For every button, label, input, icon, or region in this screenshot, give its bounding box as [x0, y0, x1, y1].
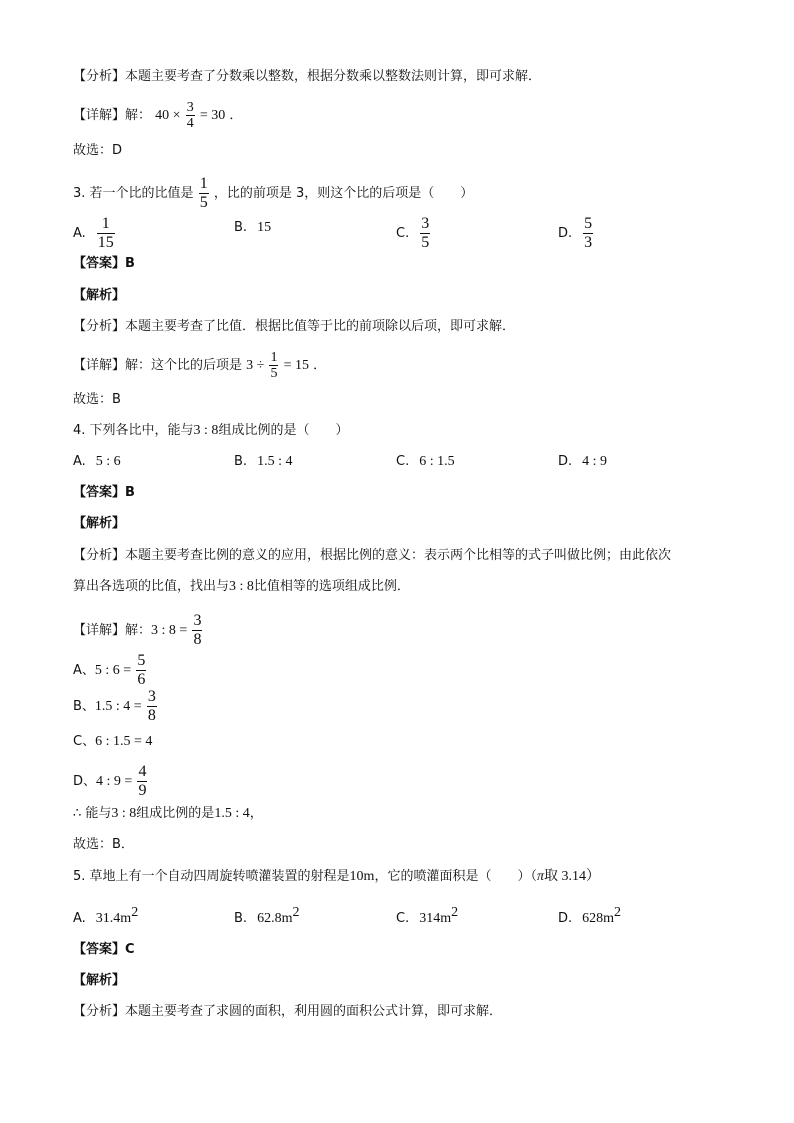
fraction: $\frac{3}{5}$: [421, 215, 430, 251]
q3-option-b: B. 15: [234, 220, 272, 235]
q4-stem: 4. 下列各比中，能与3 : 8组成比例的是（ ）: [73, 423, 349, 438]
q5-stem: 5. 草地上有一个自动四周旋转喷灌装置的射程是10m，它的喷灌面积是（ ）（π取 3.14）: [73, 869, 600, 884]
q3-choice: 故选：B: [73, 392, 121, 407]
fraction: $\frac{3}{8}$: [193, 612, 202, 648]
q5-option-b: B. $62.8m^2$: [234, 905, 300, 926]
fraction: $\frac{1}{5}$: [199, 175, 208, 211]
q4-answer: 【答案】B: [73, 485, 135, 500]
fraction: $\frac{5}{6}$: [137, 652, 146, 688]
fraction: $\frac{1}{15}$: [97, 215, 114, 251]
q5-option-a: A. $31.4m^2$: [73, 905, 139, 926]
q4-analysis-line1: 【分析】本题主要考查比例的意义的应用，根据比例的意义：表示两个比相等的式子叫做比例；由此依次: [73, 548, 672, 563]
q3-detail: 【详解】解：这个比的后项是 3 ÷ $\frac{1}{5}$ = 15 ．: [73, 350, 327, 381]
q5-jiexi: 【解析】: [73, 973, 126, 988]
q5-analysis: 【分析】本题主要考查了求圆的面积，利用圆的面积公式计算，即可求解．: [73, 1004, 503, 1019]
fraction: $\frac{5}{3}$: [584, 215, 593, 251]
detail-prefix: 【详解】解：: [73, 108, 152, 123]
q5-option-d: D. $628m^2$: [558, 905, 622, 926]
pi-symbol: π: [536, 869, 544, 884]
q3-option-d: D. $\frac{5}{3}$: [558, 215, 593, 251]
q5-answer: 【答案】C: [73, 942, 135, 957]
q4-step-b: B、1.5 : 4 = $\frac{3}{8}$: [73, 688, 156, 724]
q2-analysis: 【分析】本题主要考查了分数乘以整数，根据分数乘以整数法则计算，即可求解．: [73, 69, 542, 84]
math-lhs: 40 ×: [155, 108, 181, 123]
q4-detail: 【详解】解：3 : 8 = $\frac{3}{8}$: [73, 612, 202, 648]
q3-option-c: C. $\frac{3}{5}$: [396, 215, 430, 251]
q2-choice: 故选：D: [73, 143, 123, 158]
q4-option-c: C. 6 : 1.5: [396, 454, 455, 469]
q4-step-c: C、6 : 1.5 = 4: [73, 734, 153, 749]
q3-stem: 3. 若一个比的比值是 $\frac{1}{5}$ ，比的前项是 3，则这个比的后项是（ ）: [73, 175, 474, 211]
math-rhs: = 30: [199, 108, 226, 123]
q4-option-d: D. 4 : 9: [558, 454, 608, 469]
q3-jiexi: 【解析】: [73, 288, 126, 303]
fraction: $\frac{1}{5}$: [270, 350, 278, 381]
q5-option-c: C. $314m^2$: [396, 905, 459, 926]
q3-option-a: A. $\frac{1}{15}$: [73, 215, 114, 251]
q4-conclusion: ∴ 能与3 : 8组成比例的是1.5 : 4，: [73, 806, 263, 821]
q4-analysis-line2: 算出各选项的比值，找出与3 : 8比值相等的选项组成比例．: [73, 579, 410, 594]
q4-step-a: A、5 : 6 = $\frac{5}{6}$: [73, 652, 146, 688]
q4-option-b: B. 1.5 : 4: [234, 454, 293, 469]
q2-detail: 【详解】解： 40 × $\frac{3}{4}$ = 30 ．: [73, 100, 243, 131]
fraction: $\frac{3}{8}$: [147, 688, 156, 724]
fraction: $\frac{3}{4}$: [186, 100, 194, 131]
q3-answer: 【答案】B: [73, 256, 135, 271]
q4-jiexi: 【解析】: [73, 516, 126, 531]
q3-analysis: 【分析】本题主要考查了比值．根据比值等于比的前项除以后项，即可求解．: [73, 319, 516, 334]
q4-choice: 故选：B．: [73, 837, 134, 852]
q4-step-d: D、4 : 9 = $\frac{4}{9}$: [73, 763, 147, 799]
fraction: $\frac{4}{9}$: [138, 763, 147, 799]
q4-option-a: A. 5 : 6: [73, 454, 121, 469]
